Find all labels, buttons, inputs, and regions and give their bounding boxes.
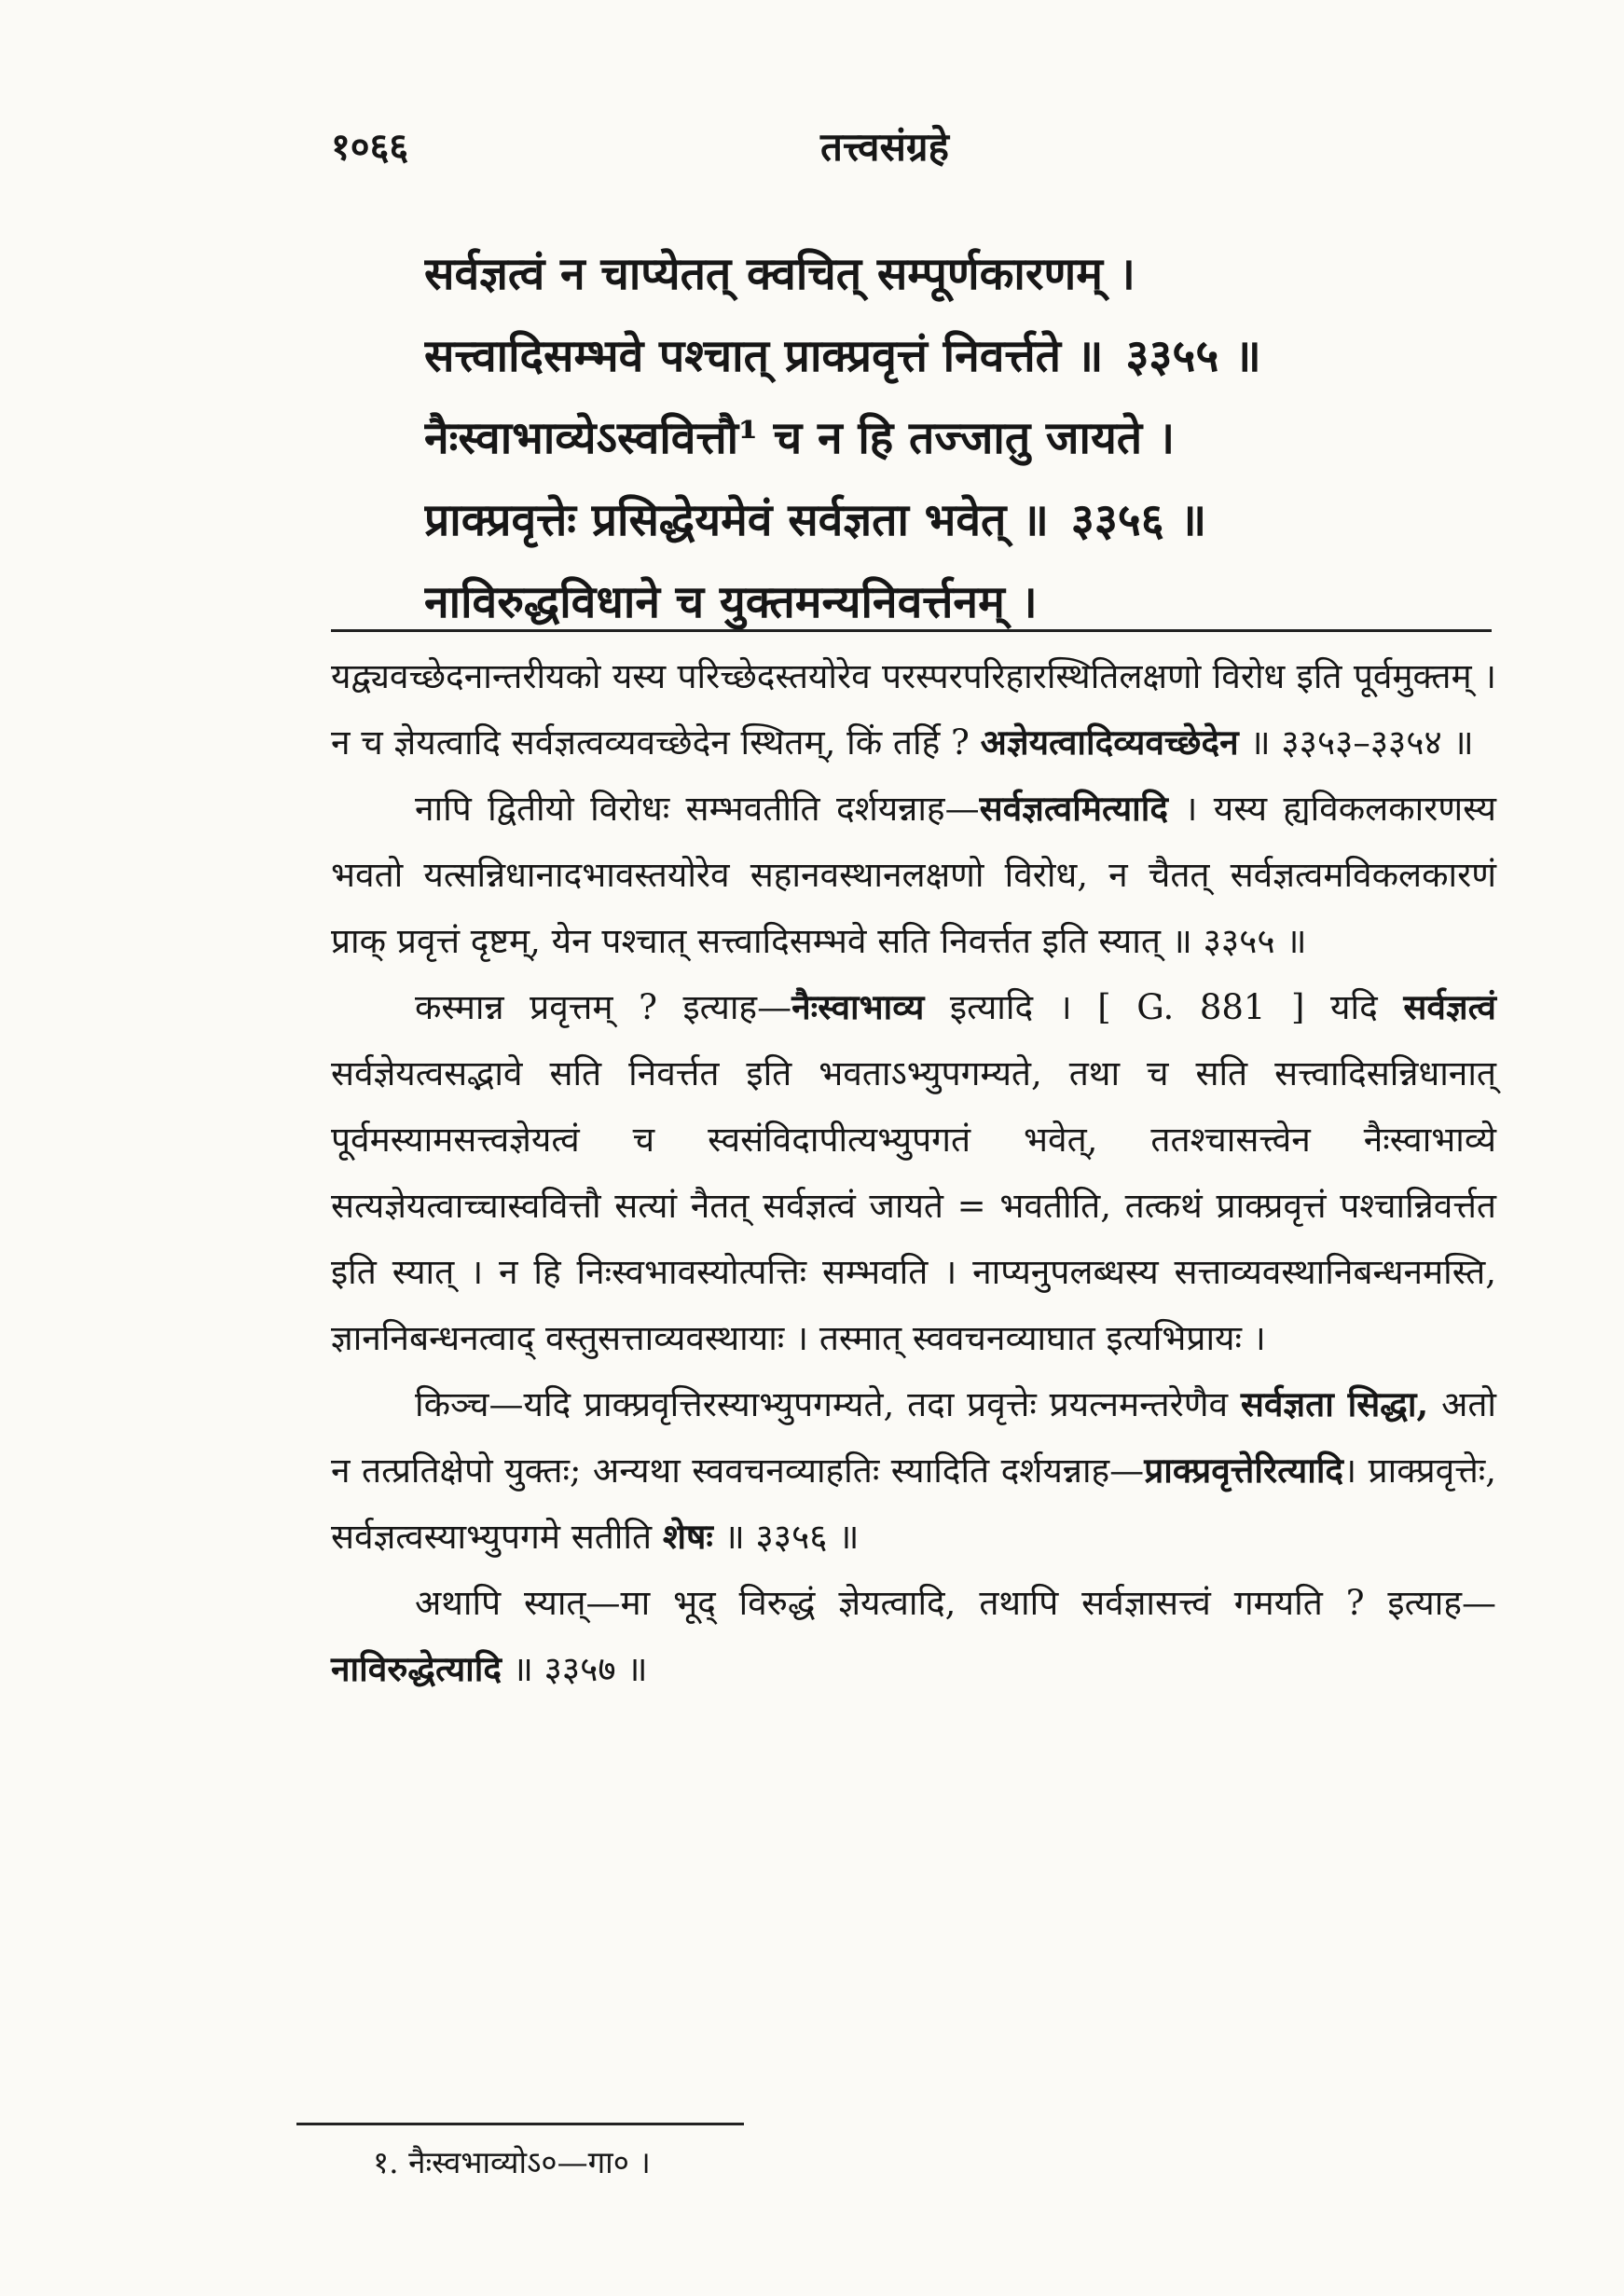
footnote: १. नैःस्वभाव्योऽ०—गा० । <box>373 2144 651 2180</box>
commentary-text: कस्मान्न प्रवृत्तम् ? इत्याह— <box>415 987 792 1027</box>
commentary-paragraph <box>331 1371 1496 1570</box>
commentary-emphasis: नाविरुद्धेत्यादि <box>331 1648 502 1689</box>
commentary-text: अतो न तत्प्रतिक्षेपो युक्तः; अन्यथा स्ववचनव्याहतिः स्यादिति दर्शयन्नाह— <box>331 1384 1497 1491</box>
commentary-text: सर्वज्ञेयत्वसद्भावे सति निवर्त्तत इति भवताऽभ्युपगम्यते, तथा च सति सत्त्वादिसन्निधानात् पूर्वमस्यामसत्त्वज्ञेयत्वं च स्वसंविदापीत्यभ्युपगतं भवेत्, ततश्चासत्त्वेन नैःस्वाभाव्ये सत्यज्ञेयत्वाच्चास्ववित्तौ सत्यां नैतत् सर्वज्ञत्वं जायते = भवतीति, तत्कथं प्राक्प्रवृत्तं पश्चान्निवर्त्तत इति स्यात् । न हि निःस्वभावस्योत्पत्तिः सम्भवति । नाप्यनुपलब्धस्य सत्ताव्यवस्थानिबन्धनमस्ति, ज्ञाननिबन्धनत्वाद् वस्तुसत्ताव्यवस्थायाः । तस्मात् स्ववचनव्याघात इत्यभिप्रायः । <box>331 1053 1496 1358</box>
commentary-text: यद्व्यवच्छेदनान्तरीयको यस्य परिच्छेदस्तयोरेव परस्परपरिहारस्थितिलक्षणो विरोध इति पूर्वमुक्तम् । न च ज्ञेयत्वादि सर्वज्ञत्वव्यवच्छेदेन स्थितम्, किं तर्हि ? <box>331 656 1496 763</box>
commentary-paragraph <box>331 974 1496 1371</box>
verse-line <box>424 233 1478 315</box>
commentary-text: नापि द्वितीयो विरोधः सम्भवतीति दर्शयन्नाह— <box>415 789 980 829</box>
verse-reference: ॥ ३३५७ ॥ <box>512 1649 648 1689</box>
verse-text: सर्वज्ञत्वं न चाप्येतत् क्वचित् सम्पूर्णकारणम् । <box>424 248 1135 300</box>
commentary-emphasis: सर्वज्ञता सिद्धा, <box>1240 1383 1429 1424</box>
commentary-emphasis: शेषः <box>662 1516 713 1557</box>
verse-text: नैःस्वाभाव्येऽस्ववित्तौ¹ च न हि तज्जातु जायते । <box>424 412 1176 464</box>
commentary-paragraph <box>331 776 1496 974</box>
verse-line <box>424 315 1478 397</box>
commentary-block <box>331 643 1496 1702</box>
commentary-text: इत्यादि । [ G. 881 ] यदि <box>949 987 1378 1027</box>
commentary-paragraph <box>331 1570 1496 1702</box>
commentary-emphasis: प्राक्प्रवृत्तेरित्यादि <box>1144 1450 1344 1491</box>
verse-number: ३३५५ ॥ <box>1125 330 1261 382</box>
commentary-emphasis: सर्वज्ञत्वमित्यादि <box>979 788 1168 829</box>
commentary-emphasis: नैःस्वाभाव्य <box>791 986 925 1027</box>
verse-text: सत्त्वादिसम्भवे पश्चात् प्राक्प्रवृत्तं निवर्त्तते ॥ <box>424 330 1104 382</box>
verse-reference: ॥ ३३५३–३३५४ ॥ <box>1249 722 1474 763</box>
commentary-emphasis: सर्वज्ञत्वं <box>1403 986 1496 1027</box>
commentary-paragraph <box>331 643 1496 776</box>
verse-text: नाविरुद्धविधाने च युक्तमन्यनिवर्त्तनम् । <box>424 576 1038 628</box>
running-title: तत्त्वसंग्रहे <box>820 124 949 170</box>
verse-divider <box>331 629 1492 632</box>
footnote-divider <box>296 2123 744 2125</box>
verse-line <box>424 479 1478 561</box>
page-header <box>331 110 1515 185</box>
verse-line <box>424 397 1478 479</box>
commentary-text: । यस्य ह्यविकलकारणस्य भवतो यत्सन्निधानादभावस्तयोरेव सहानवस्थानलक्षणो विरोध, न चैतत् सर्वज्ञत्वमविकलकारणं प्राक् प्रवृत्तं दृष्टम्, येन पश्चात् सत्त्वादिसम्भवे सति निवर्त्तत इति स्यात् ॥ ३३५५ ॥ <box>331 789 1496 961</box>
verse-text: प्राक्प्रवृत्तेः प्रसिद्धेयमेवं सर्वज्ञता भवेत् ॥ <box>424 494 1049 546</box>
page-number: १०६६ <box>331 125 409 169</box>
verse-number: ३३५६ ॥ <box>1070 494 1207 546</box>
verse-block <box>424 233 1478 643</box>
commentary-text: । प्राक्प्रवृत्तेः, सर्वज्ञत्वस्याभ्युपगमे सतीति <box>331 1450 1496 1557</box>
commentary-text: अथापि स्यात्—मा भूद् विरुद्धं ज्ञेयत्वादि, तथापि सर्वज्ञासत्त्वं गमयति ? इत्याह— <box>415 1583 1496 1623</box>
commentary-emphasis: अज्ञेयत्वादिव्यवच्छेदेन <box>980 722 1239 763</box>
verse-reference: ॥ ३३५६ ॥ <box>723 1517 860 1557</box>
commentary-text: किञ्च—यदि प्राक्प्रवृत्तिरस्याभ्युपगम्यते, तदा प्रवृत्तेः प्रयत्नमन्तरेणैव <box>415 1384 1229 1424</box>
